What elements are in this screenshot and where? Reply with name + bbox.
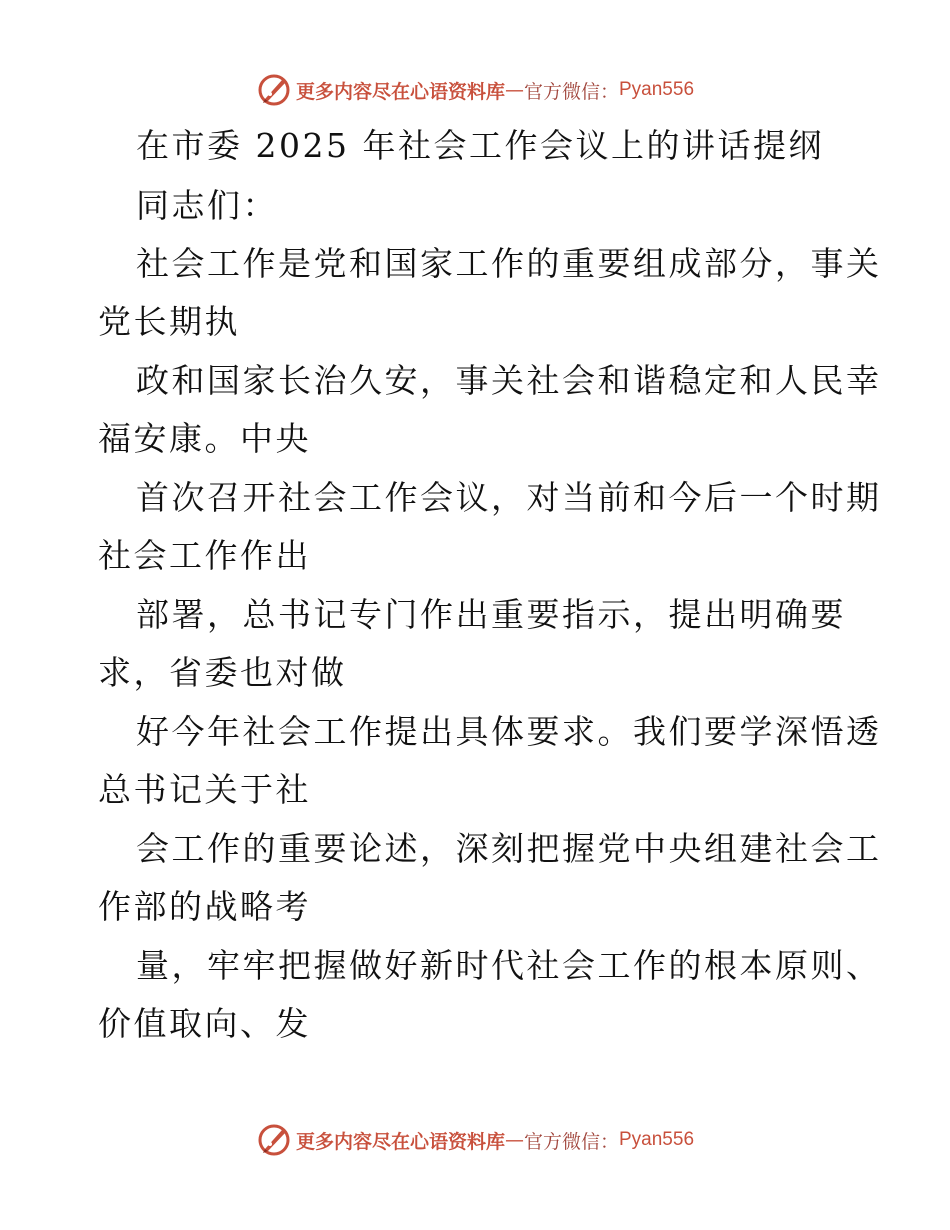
watermark-separator: — bbox=[504, 79, 524, 101]
paragraph-line: 福安康。中央 bbox=[98, 419, 311, 458]
paragraph-line: 党长期执 bbox=[98, 302, 240, 341]
paragraph-line: 求，省委也对做 bbox=[98, 653, 347, 692]
watermark-text: 更多内容尽在心语资料库 bbox=[295, 1130, 505, 1153]
paragraph-line: 价值取向、发 bbox=[98, 1004, 311, 1043]
quill-logo-icon bbox=[256, 72, 292, 108]
paragraph-line: 总书记关于社 bbox=[98, 770, 311, 809]
paragraph-line: 作部的战略考 bbox=[98, 887, 311, 926]
watermark-wechat-id: Pyan556 bbox=[619, 1129, 695, 1150]
paragraph-line: 社会工作是党和国家工作的重要组成部分，事关 bbox=[136, 244, 882, 283]
watermark-separator: — bbox=[504, 1129, 524, 1151]
paragraph-line: 社会工作作出 bbox=[98, 536, 311, 575]
salutation: 同志们： bbox=[136, 186, 278, 225]
paragraph-line: 好今年社会工作提出具体要求。我们要学深悟透 bbox=[136, 712, 882, 751]
quill-logo-icon bbox=[256, 1122, 292, 1158]
watermark-header bbox=[0, 70, 950, 110]
watermark-text: 更多内容尽在心语资料库 bbox=[295, 80, 505, 103]
paragraph-line: 首次召开社会工作会议，对当前和今后一个时期 bbox=[136, 478, 882, 517]
watermark-wechat-id: Pyan556 bbox=[619, 79, 695, 100]
paragraph-line: 量，牢牢把握做好新时代社会工作的根本原则、 bbox=[136, 946, 882, 985]
watermark-footer bbox=[0, 1120, 950, 1160]
watermark-wechat-label: 官方微信： bbox=[523, 1130, 619, 1153]
paragraph-line: 政和国家长治久安，事关社会和谐稳定和人民幸 bbox=[136, 361, 882, 400]
paragraph-line: 部署，总书记专门作出重要指示，提出明确要 bbox=[136, 595, 846, 634]
watermark-wechat-label: 官方微信： bbox=[523, 80, 619, 103]
document-title: 在市委 2025 年社会工作会议上的讲话提纲 bbox=[136, 126, 824, 165]
paragraph-line: 会工作的重要论述，深刻把握党中央组建社会工 bbox=[136, 829, 882, 868]
